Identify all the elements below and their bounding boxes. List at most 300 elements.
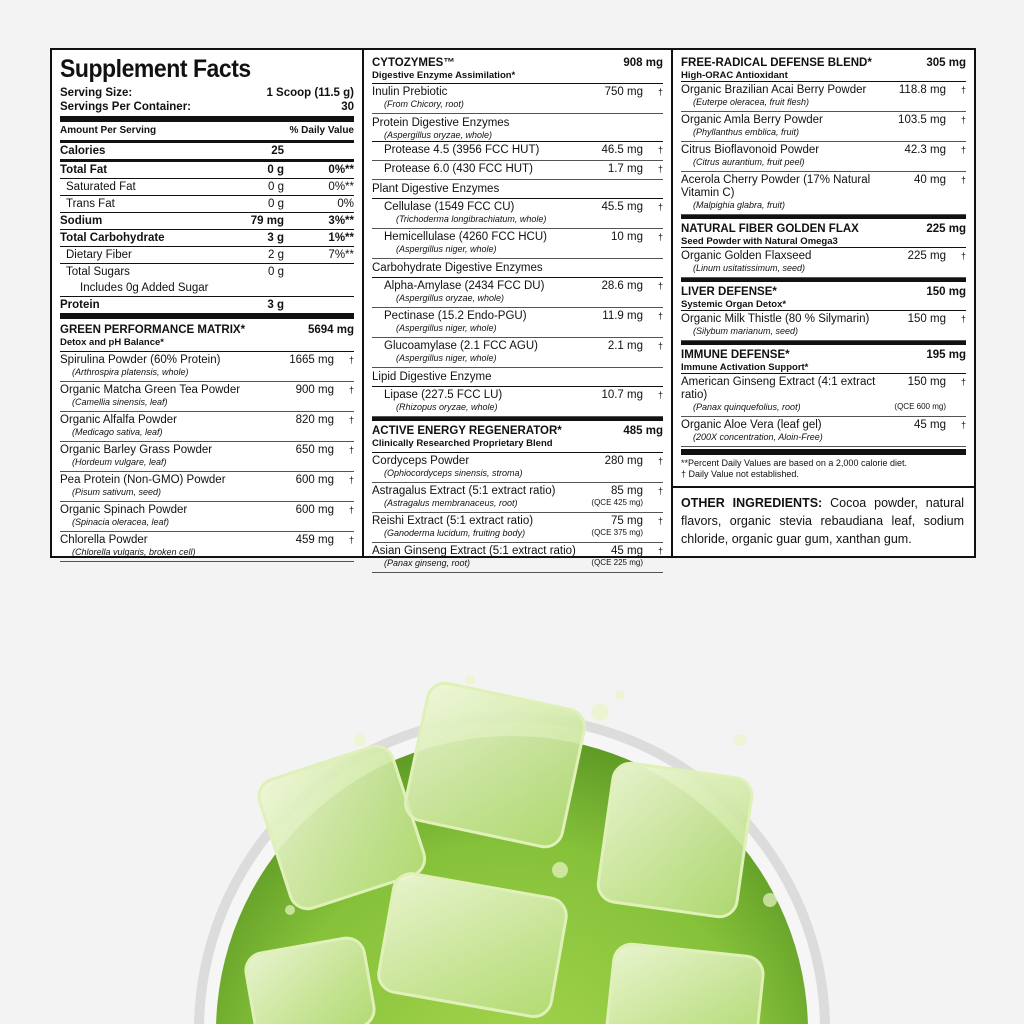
ingredient-row xyxy=(60,354,354,367)
heading-text: Lipid Digestive Enzyme xyxy=(372,371,492,383)
ingredient-entry xyxy=(372,453,663,483)
nutrient-daily-value xyxy=(284,297,354,313)
ingredient-entry xyxy=(681,417,966,447)
ingredient-amount: 75 mg xyxy=(611,515,643,527)
qce-amount: (QCE 375 mg) xyxy=(591,528,643,537)
ingredient-entry xyxy=(372,308,663,338)
ingredient-source: (Aspergillus niger, whole) xyxy=(396,353,497,363)
ingredient-name: Cellulase (1549 FCC CU) xyxy=(384,201,515,213)
ingredient-name: Pectinase (15.2 Endo-PGU) xyxy=(384,310,527,322)
nutrient-amount: 79 mg xyxy=(250,215,284,227)
ingredient-source: (Rhizopus oryzae, whole) xyxy=(396,402,498,412)
ingredient-row xyxy=(384,389,663,402)
ingredient-amount: 45.5 mg xyxy=(601,201,643,213)
nutrition-fact-row xyxy=(60,143,354,162)
nutrient-name: Total Fat xyxy=(60,164,108,176)
daily-value-note: **Percent Daily Values are based on a 2,000 calorie diet. xyxy=(681,458,907,468)
nutrient-amount: 0 g xyxy=(268,198,284,210)
ingredient-source: (Panax ginseng, root) xyxy=(384,558,471,568)
other-ingredients xyxy=(681,488,966,548)
ingredient-source: (Camellia sinensis, leaf) xyxy=(72,397,168,407)
dagger-mark: † xyxy=(657,311,663,321)
green-blend-amount: 5694 mg xyxy=(307,324,354,336)
ingredient-entry xyxy=(372,338,663,368)
ingredient-name: Cordyceps Powder xyxy=(372,455,470,467)
dagger-mark: † xyxy=(960,145,966,155)
nutrient-daily-value: 7%** xyxy=(328,249,354,261)
nutrient-name: Total Sugars xyxy=(66,266,130,278)
ingredient-amount: 42.3 mg xyxy=(904,144,946,156)
ingredient-name: Organic Golden Flaxseed xyxy=(681,250,812,262)
ingredient-source-row xyxy=(384,402,663,413)
ingredient-amount: 280 mg xyxy=(604,455,643,467)
ingredient-entry xyxy=(681,112,966,142)
ingredient-source: (Trichoderma longibrachiatum, whole) xyxy=(396,214,547,224)
ingredient-amount: 85 mg xyxy=(611,485,643,497)
dagger-mark: † xyxy=(348,475,354,485)
ingredient-row xyxy=(681,250,966,263)
nutrient-daily-value: 3%** xyxy=(328,215,354,227)
servings-row xyxy=(60,100,354,122)
ingredient-row xyxy=(372,545,663,558)
ingredient-name: Alpha-Amylase (2434 FCC DU) xyxy=(384,280,545,292)
ingredient-amount: 40 mg xyxy=(914,174,946,186)
nutrition-facts-list xyxy=(60,143,354,314)
carb-enzymes-heading xyxy=(372,259,663,278)
ingredient-source-row xyxy=(60,547,354,558)
amount-header-row xyxy=(60,122,354,143)
ingredient-name: Organic Milk Thistle (80 % Silymarin) xyxy=(681,313,870,325)
ingredient-row xyxy=(60,384,354,397)
ingredient-name: Reishi Extract (5:1 extract ratio) xyxy=(372,515,534,527)
ingredient-name: Protease 6.0 (430 FCC HUT) xyxy=(384,163,533,175)
ingredient-entry xyxy=(372,278,663,308)
blend-name: FREE-RADICAL DEFENSE BLEND* xyxy=(681,57,872,69)
ingredient-entry xyxy=(681,248,966,278)
ingredient-entry xyxy=(681,172,966,215)
dagger-mark: † xyxy=(657,164,663,174)
ingredient-source-row xyxy=(384,353,663,364)
dagger-mark: † xyxy=(960,115,966,125)
ingredient-amount: 46.5 mg xyxy=(601,144,643,156)
dagger-mark: † xyxy=(657,546,663,556)
nutrient-name: Total Carbohydrate xyxy=(60,232,165,244)
nutrient-name: Dietary Fiber xyxy=(66,249,132,261)
ingredient-row xyxy=(681,419,966,432)
nutrition-fact-row xyxy=(60,179,354,196)
ingredient-source-row xyxy=(384,244,663,255)
ingredient-amount: 150 mg xyxy=(907,313,946,325)
cytozymes-subtitle: Digestive Enzyme Assimilation* xyxy=(372,70,663,84)
nutrition-fact-row xyxy=(60,280,354,297)
ingredient-source-row xyxy=(372,558,663,569)
ingredient-name: Inulin Prebiotic xyxy=(372,86,448,98)
qce-amount: (QCE 600 mg) xyxy=(894,402,946,411)
heading-text: Plant Digestive Enzymes xyxy=(372,183,500,195)
ingredient-entry xyxy=(60,382,354,412)
ingredient-entry xyxy=(372,199,663,229)
ingredient-entry xyxy=(372,161,663,180)
dagger-mark: † xyxy=(348,415,354,425)
dagger-mark: † xyxy=(348,445,354,455)
ingredient-source-row xyxy=(681,326,966,337)
ingredient-source: (From Chicory, root) xyxy=(384,99,464,109)
green-blend-name: GREEN PERFORMANCE MATRIX* xyxy=(60,324,246,336)
ingredient-name: Astragalus Extract (5:1 extract ratio) xyxy=(372,485,556,497)
ingredient-row xyxy=(384,163,663,176)
nutrient-amount: 25 xyxy=(271,145,284,157)
serving-size-row xyxy=(60,86,354,100)
nutrient-amount xyxy=(234,280,284,296)
nutrient-amount: 2 g xyxy=(268,249,284,261)
ingredient-source: (Pisum sativum, seed) xyxy=(72,487,162,497)
ingredient-entry xyxy=(372,387,663,417)
ingredient-amount: 1665 mg xyxy=(289,354,334,366)
facts-column-3 xyxy=(673,50,974,556)
nutrient-daily-value: 0% xyxy=(337,198,354,210)
ingredient-row xyxy=(384,340,663,353)
ingredient-amount: 1.7 mg xyxy=(607,163,643,175)
ingredient-entry xyxy=(372,483,663,513)
ingredient-source-row xyxy=(60,427,354,438)
ingredient-source: (Panax quinquefolius, root) xyxy=(693,402,801,412)
ice-cube xyxy=(605,942,765,1024)
daily-value-not-established-note: † Daily Value not established. xyxy=(681,469,799,479)
ingredient-source-row xyxy=(60,517,354,528)
ingredient-amount: 600 mg xyxy=(295,504,334,516)
dagger-mark: † xyxy=(657,145,663,155)
ingredient-source-row xyxy=(60,487,354,498)
nutrition-fact-row xyxy=(60,297,354,314)
nutrition-fact-row xyxy=(60,247,354,264)
ingredient-source: (Aspergillus oryzae, whole) xyxy=(396,293,505,303)
ingredient-source: (Ophiocordyceps sinensis, stroma) xyxy=(384,468,523,478)
ingredient-amount: 28.6 mg xyxy=(601,280,643,292)
dagger-mark: † xyxy=(348,385,354,395)
ingredient-entry xyxy=(372,229,663,259)
green-blend-header xyxy=(60,323,354,337)
other-ingredients-label: OTHER INGREDIENTS: xyxy=(681,496,823,510)
ingredient-name: Acerola Cherry Powder (17% Natural Vitamin C) xyxy=(681,174,871,199)
ingredient-source: (Hordeum vulgare, leaf) xyxy=(72,457,167,467)
servings-label: Servings Per Container: xyxy=(60,101,192,113)
nutrient-amount: 3 g xyxy=(267,232,284,244)
nutrient-daily-value xyxy=(284,143,354,159)
nutrient-amount: 0 g xyxy=(268,266,284,278)
dagger-mark: † xyxy=(657,87,663,97)
other-ingredients-text: Cocoa powder, natural flavors, organic stevia rebaudiana leaf, sodium chloride, organic guar gum, xanthan gum. xyxy=(681,496,964,546)
dagger-mark: † xyxy=(657,516,663,526)
ingredient-entry xyxy=(60,442,354,472)
supplement-facts-panel xyxy=(50,48,976,568)
ingredient-entry xyxy=(681,142,966,172)
qce-amount: (QCE 225 mg) xyxy=(591,558,643,567)
nutrient-name: Trans Fat xyxy=(66,198,115,210)
ingredient-source-row xyxy=(681,432,966,443)
qce-amount: (QCE 425 mg) xyxy=(591,498,643,507)
dagger-mark: † xyxy=(960,377,966,387)
blend-amount: 195 mg xyxy=(926,349,966,361)
ingredient-name: Organic Matcha Green Tea Powder xyxy=(60,384,241,396)
blend-name: IMMUNE DEFENSE* xyxy=(681,349,790,361)
blend-subtitle: Seed Powder with Natural Omega3 xyxy=(681,236,966,248)
dagger-mark: † xyxy=(960,85,966,95)
cytozymes-header xyxy=(372,56,663,70)
green-blend-items xyxy=(60,352,354,562)
ingredient-source-row xyxy=(681,263,966,274)
dagger-mark: † xyxy=(657,390,663,400)
ingredient-source-row xyxy=(681,97,966,108)
ingredient-name: Organic Amla Berry Powder xyxy=(681,114,823,126)
serving-size-label: Serving Size: xyxy=(60,87,133,99)
ingredient-name: Organic Spinach Powder xyxy=(60,504,188,516)
ingredient-amount: 150 mg xyxy=(907,376,946,388)
radical-blend-header xyxy=(681,56,966,70)
blend-amount: 305 mg xyxy=(926,57,966,69)
ingredient-amount: 2.1 mg xyxy=(607,340,643,352)
green-blend-subtitle: Detox and pH Balance* xyxy=(60,337,354,352)
dagger-mark: † xyxy=(657,486,663,496)
ingredient-entry xyxy=(60,472,354,502)
nutrient-daily-value xyxy=(284,280,354,296)
nutrition-fact-row xyxy=(60,213,354,230)
blend-name: LIVER DEFENSE* xyxy=(681,286,777,298)
ingredient-row xyxy=(384,144,663,157)
nutrient-name: Saturated Fat xyxy=(66,181,136,193)
ingredient-source-row xyxy=(384,293,663,304)
ingredient-source: (Euterpe oleracea, fruit flesh) xyxy=(693,97,810,107)
ingredient-amount: 820 mg xyxy=(295,414,334,426)
ingredient-name: Asian Ginseng Extract (5:1 extract ratio) xyxy=(372,545,576,557)
nutrition-fact-row xyxy=(60,230,354,247)
ingredient-source: (Aspergillus niger, whole) xyxy=(396,244,497,254)
ingredient-row xyxy=(372,515,663,528)
ingredient-row xyxy=(60,504,354,517)
dagger-mark: † xyxy=(960,251,966,261)
energy-blend-name: ACTIVE ENERGY REGENERATOR* xyxy=(372,425,562,437)
ingredient-row xyxy=(372,86,663,99)
ingredient-name: American Ginseng Extract (4:1 extract ratio) xyxy=(681,376,876,401)
ingredient-row xyxy=(384,280,663,293)
protein-enzymes-heading xyxy=(372,114,663,130)
blend-name: NATURAL FIBER GOLDEN FLAX xyxy=(681,223,859,235)
ingredient-amount: 10.7 mg xyxy=(601,389,643,401)
dagger-mark: † xyxy=(960,175,966,185)
ingredient-source: (200X concentration, Aloin-Free) xyxy=(693,432,823,442)
servings-value: 30 xyxy=(341,101,354,113)
dagger-mark: † xyxy=(348,355,354,365)
ingredient-row xyxy=(681,144,966,157)
ingredient-source: (Aspergillus niger, whole) xyxy=(396,323,497,333)
plant-enzymes-heading xyxy=(372,180,663,199)
ingredient-row xyxy=(681,174,966,200)
ingredient-entry xyxy=(60,412,354,442)
ingredient-row xyxy=(60,414,354,427)
ingredient-amount: 45 mg xyxy=(611,545,643,557)
nutrient-name: Sodium xyxy=(60,215,103,227)
ingredient-source-row xyxy=(384,214,663,225)
ingredient-name: Protease 4.5 (3956 FCC HUT) xyxy=(384,144,540,156)
ingredient-name: Glucoamylase (2.1 FCC AGU) xyxy=(384,340,539,352)
nutrient-amount: 0 g xyxy=(268,181,284,193)
fiber-blend-header xyxy=(681,222,966,236)
dagger-mark: † xyxy=(657,456,663,466)
cytozymes-name: CYTOZYMES™ xyxy=(372,57,455,69)
nutrition-fact-row xyxy=(60,162,354,179)
ingredient-source: (Astragalus membranaceus, root) xyxy=(384,498,518,508)
daily-value-header: % Daily Value xyxy=(289,125,354,136)
ingredient-entry xyxy=(372,142,663,161)
facts-column-1 xyxy=(52,50,364,556)
ingredient-amount: 750 mg xyxy=(604,86,643,98)
blend-subtitle: Systemic Organ Detox* xyxy=(681,299,966,311)
ingredient-amount: 11.9 mg xyxy=(602,310,643,322)
ingredient-source: (Spinacia oleracea, leaf) xyxy=(72,517,170,527)
ingredient-source-row xyxy=(60,367,354,378)
energy-blend-header xyxy=(372,424,663,438)
ingredient-name: Organic Alfalfa Powder xyxy=(60,414,177,426)
dagger-mark: † xyxy=(657,341,663,351)
nutrient-daily-value: 1%** xyxy=(328,232,354,244)
ingredient-source-row xyxy=(60,457,354,468)
ingredient-source: (Medicago sativa, leaf) xyxy=(72,427,163,437)
ingredient-source-row xyxy=(681,157,966,168)
ingredient-row xyxy=(372,455,663,468)
green-drink-photo xyxy=(0,600,1024,1024)
ingredient-source-row xyxy=(681,402,966,413)
ingredient-entry xyxy=(60,532,354,562)
ingredient-row xyxy=(681,376,966,402)
ingredient-entry xyxy=(60,352,354,382)
ingredient-row xyxy=(681,114,966,127)
ingredient-row xyxy=(384,201,663,214)
ingredient-entry xyxy=(372,84,663,114)
dagger-mark: † xyxy=(348,535,354,545)
lipid-enzymes-heading xyxy=(372,368,663,387)
blend-amount: 150 mg xyxy=(926,286,966,298)
ingredient-row xyxy=(372,485,663,498)
blend-divider xyxy=(681,278,966,282)
panel-title: Supplement Facts xyxy=(60,55,251,83)
ingredient-amount: 600 mg xyxy=(295,474,334,486)
energy-blend-items xyxy=(372,453,663,573)
cytozymes-amount: 908 mg xyxy=(623,57,663,69)
heading-text: Carbohydrate Digestive Enzymes xyxy=(372,262,543,274)
ingredient-row xyxy=(384,310,663,323)
ingredient-row xyxy=(60,534,354,547)
ingredient-source: (Silybum marianum, seed) xyxy=(693,326,799,336)
blend-divider xyxy=(681,215,966,219)
ingredient-source-row xyxy=(372,99,663,110)
ingredient-source-row xyxy=(372,498,663,509)
ingredient-source: (Chlorella vulgaris, broken cell) xyxy=(72,547,196,557)
nutrient-amount: 3 g xyxy=(267,299,284,311)
blend-divider xyxy=(681,341,966,345)
ingredient-source-row xyxy=(60,397,354,408)
dagger-mark: † xyxy=(657,232,663,242)
ingredient-source-row xyxy=(681,200,966,211)
ingredient-row xyxy=(60,474,354,487)
dagger-mark: † xyxy=(657,202,663,212)
ingredient-source: (Arthrospira platensis, whole) xyxy=(72,367,189,377)
cytozymes-items xyxy=(372,84,663,417)
ingredient-name: Lipase (227.5 FCC LU) xyxy=(384,389,503,401)
nutrition-fact-row xyxy=(60,264,354,280)
ingredient-entry xyxy=(372,543,663,573)
ingredient-source: (Malpighia glabra, fruit) xyxy=(693,200,786,210)
blend-subtitle: High-ORAC Antioxidant xyxy=(681,70,966,82)
heading-text: Protein Digestive Enzymes xyxy=(372,117,510,129)
ingredient-name: Pea Protein (Non-GMO) Powder xyxy=(60,474,226,486)
nutrition-fact-row xyxy=(60,196,354,213)
ingredient-amount: 459 mg xyxy=(295,534,334,546)
ingredient-source-row xyxy=(681,127,966,138)
ingredient-amount: 103.5 mg xyxy=(898,114,946,126)
ingredient-row xyxy=(384,231,663,244)
ingredient-source-row xyxy=(372,468,663,479)
ingredient-name: Hemicellulase (4260 FCC HCU) xyxy=(384,231,547,243)
ingredient-name: Organic Aloe Vera (leaf gel) xyxy=(681,419,822,431)
ingredient-amount: 650 mg xyxy=(295,444,334,456)
facts-column-2 xyxy=(364,50,673,568)
ingredient-entry xyxy=(681,374,966,417)
dagger-mark: † xyxy=(960,314,966,324)
ice-cube xyxy=(596,761,754,919)
ingredient-row xyxy=(60,444,354,457)
ingredient-source: (Citrus aurantium, fruit peel) xyxy=(693,157,805,167)
ingredient-entry xyxy=(60,502,354,532)
ingredient-entry xyxy=(681,311,966,341)
ingredient-row xyxy=(681,84,966,97)
ingredient-source-row xyxy=(384,323,663,334)
ingredient-entry xyxy=(372,513,663,543)
ingredient-amount: 118.8 mg xyxy=(898,84,946,96)
ingredient-amount: 225 mg xyxy=(907,250,946,262)
blend-amount: 225 mg xyxy=(926,223,966,235)
ingredient-source: (Linum usitatissimum, seed) xyxy=(693,263,806,273)
energy-blend-subtitle: Clinically Researched Proprietary Blend xyxy=(372,438,663,453)
ingredient-source: (Phyllanthus emblica, fruit) xyxy=(693,127,800,137)
nutrient-name: Calories xyxy=(60,145,106,157)
nutrient-amount: 0 g xyxy=(267,164,284,176)
ingredient-name: Organic Barley Grass Powder xyxy=(60,444,213,456)
blend-subtitle: Immune Activation Support* xyxy=(681,362,966,374)
ingredient-source: (Ganoderma lucidum, fruiting body) xyxy=(384,528,526,538)
nutrient-name: Includes 0g Added Sugar xyxy=(80,282,209,294)
serving-size-value: 1 Scoop (11.5 g) xyxy=(266,87,354,99)
ingredient-amount: 10 mg xyxy=(611,231,643,243)
ingredient-entry xyxy=(681,82,966,112)
ingredient-name: Organic Brazilian Acai Berry Powder xyxy=(681,84,867,96)
nutrient-daily-value: 0%** xyxy=(328,181,354,193)
column-3-blends xyxy=(681,56,966,447)
liver-blend-header xyxy=(681,285,966,299)
dagger-mark: † xyxy=(657,281,663,291)
dagger-mark: † xyxy=(960,420,966,430)
immune-blend-header xyxy=(681,348,966,362)
ingredient-row xyxy=(681,313,966,326)
ingredient-amount: 900 mg xyxy=(295,384,334,396)
ingredient-source-row xyxy=(372,528,663,539)
nutrient-name: Protein xyxy=(60,299,100,311)
energy-blend-amount: 485 mg xyxy=(623,425,663,437)
ingredient-name: Spirulina Powder (60% Protein) xyxy=(60,354,221,366)
ingredient-amount: 45 mg xyxy=(914,419,946,431)
ingredient-name: Citrus Bioflavonoid Powder xyxy=(681,144,820,156)
nutrient-daily-value xyxy=(284,264,354,280)
dagger-mark: † xyxy=(348,505,354,515)
amount-per-serving-label: Amount Per Serving xyxy=(60,125,157,136)
